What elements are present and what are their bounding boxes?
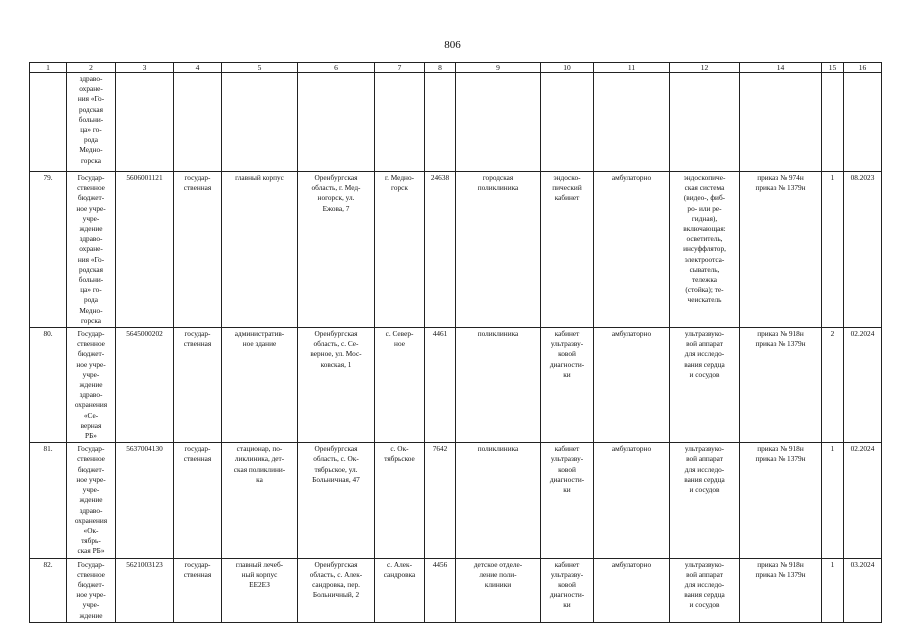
row-number: 81.	[30, 443, 67, 558]
department: детское отделе- ление поли- клиники	[456, 558, 541, 622]
registry-table	[29, 62, 882, 623]
address: Оренбургская область, с. Ок- тябрьское, ул. Больничная, 47	[298, 443, 375, 558]
column-header: 12	[670, 63, 740, 73]
care-mode: амбулаторно	[594, 328, 670, 443]
header-row	[30, 63, 882, 73]
building: стационар, по- ликлиника, дет- ская поликлини- ка	[222, 443, 298, 558]
care-mode: амбулаторно	[594, 558, 670, 622]
date: 03.2024	[844, 558, 882, 622]
column-header: 8	[425, 63, 456, 73]
institution-name: здраво- охране- ния «Го- родская больни- ца» го- рода Медно- горска	[67, 73, 116, 172]
settlement: г. Медно- горск	[375, 172, 425, 328]
ownership: государ- ственная	[174, 443, 222, 558]
column-header: 2	[67, 63, 116, 73]
column-header: 9	[456, 63, 541, 73]
equipment: ультразвуко- вой аппарат для исследо- вания сердца и сосудов	[670, 443, 740, 558]
date: 08.2023	[844, 172, 882, 328]
equipment: эндоскопиче- ская система (видео-, фиб- ро- или ре- гидная), включающая: осветитель, инсуффлятор, электроотса- сыватель, тележка (стойка); те- чеискатель	[670, 172, 740, 328]
building: главный корпус	[222, 172, 298, 328]
population: 24638	[425, 172, 456, 328]
population: 4456	[425, 558, 456, 622]
settlement: с. Ок- тябрьское	[375, 443, 425, 558]
quantity: 1	[822, 558, 844, 622]
department: поликлиника	[456, 443, 541, 558]
inn: 5637004130	[116, 443, 174, 558]
orders: приказ № 918н приказ № 1379н	[740, 558, 822, 622]
table-row	[30, 328, 882, 443]
inn: 5645000202	[116, 328, 174, 443]
institution-name: Государ- ственное бюджет- ное учре- учре- ждение здраво- охране- ния «Го- родская больни- ца» го- рода Медно- горска	[67, 172, 116, 328]
institution-name: Государ- ственное бюджет- ное учре- учре- ждение	[67, 558, 116, 622]
table-row	[30, 443, 882, 558]
ownership: государ- ственная	[174, 558, 222, 622]
building	[222, 73, 298, 172]
row-number: 80.	[30, 328, 67, 443]
table-row	[30, 172, 882, 328]
table-row	[30, 558, 882, 622]
column-header: 1	[30, 63, 67, 73]
address	[298, 73, 375, 172]
row-number	[30, 73, 67, 172]
settlement: с. Алек- сандровка	[375, 558, 425, 622]
cabinet: кабинет ультразву- ковой диагности- ки	[541, 443, 594, 558]
address: Оренбургская область, с. Се- верное, ул. Мос- ковская, 1	[298, 328, 375, 443]
column-header: 15	[822, 63, 844, 73]
department: поликлиника	[456, 328, 541, 443]
department	[456, 73, 541, 172]
cabinet: кабинет ультразву- ковой диагности- ки	[541, 328, 594, 443]
orders: приказ № 918н приказ № 1379н	[740, 443, 822, 558]
page-number: 806	[444, 39, 461, 51]
quantity	[822, 73, 844, 172]
column-header: 7	[375, 63, 425, 73]
institution-name: Государ- ственное бюджет- ное учре- учре- ждение здраво- охранения «Се- верная РБ»	[67, 328, 116, 443]
column-header: 11	[594, 63, 670, 73]
address: Оренбургская область, с. Алек- сандровка, пер. Больничный, 2	[298, 558, 375, 622]
settlement: с. Север- ное	[375, 328, 425, 443]
cabinet	[541, 73, 594, 172]
cabinet: эндоско- пический кабинет	[541, 172, 594, 328]
equipment: ультразвуко- вой аппарат для исследо- вания сердца и сосудов	[670, 328, 740, 443]
row-number: 82.	[30, 558, 67, 622]
quantity: 1	[822, 172, 844, 328]
care-mode: амбулаторно	[594, 172, 670, 328]
orders: приказ № 974н приказ № 1379н	[740, 172, 822, 328]
population: 4461	[425, 328, 456, 443]
orders	[740, 73, 822, 172]
column-header: 5	[222, 63, 298, 73]
table-row-continuation	[30, 73, 882, 172]
building: административ- ное здание	[222, 328, 298, 443]
column-header: 4	[174, 63, 222, 73]
column-header: 14	[740, 63, 822, 73]
date: 02.2024	[844, 443, 882, 558]
settlement	[375, 73, 425, 172]
population: 7642	[425, 443, 456, 558]
department: городская поликлиника	[456, 172, 541, 328]
address: Оренбургская область, г. Мед- ногорск, ул. Ежова, 7	[298, 172, 375, 328]
building: главный лечеб- ный корпус ЕЕ2ЕЗ	[222, 558, 298, 622]
ownership: государ- ственная	[174, 328, 222, 443]
inn	[116, 73, 174, 172]
population	[425, 73, 456, 172]
quantity: 1	[822, 443, 844, 558]
row-number: 79.	[30, 172, 67, 328]
column-header: 3	[116, 63, 174, 73]
cabinet: кабинет ультразву- ковой диагности- ки	[541, 558, 594, 622]
orders: приказ № 918н приказ № 1379н	[740, 328, 822, 443]
care-mode: амбулаторно	[594, 443, 670, 558]
column-header: 6	[298, 63, 375, 73]
column-header: 10	[541, 63, 594, 73]
date: 02.2024	[844, 328, 882, 443]
care-mode	[594, 73, 670, 172]
ownership: государ- ственная	[174, 172, 222, 328]
equipment: ультразвуко- вой аппарат для исследо- вания сердца и сосудов	[670, 558, 740, 622]
quantity: 2	[822, 328, 844, 443]
date	[844, 73, 882, 172]
inn: 5606001121	[116, 172, 174, 328]
column-header: 16	[844, 63, 882, 73]
institution-name: Государ- ственное бюджет- ное учре- учре- ждение здраво- охранения «Ок- тябрь- ская РБ»	[67, 443, 116, 558]
equipment	[670, 73, 740, 172]
ownership	[174, 73, 222, 172]
inn: 5621003123	[116, 558, 174, 622]
